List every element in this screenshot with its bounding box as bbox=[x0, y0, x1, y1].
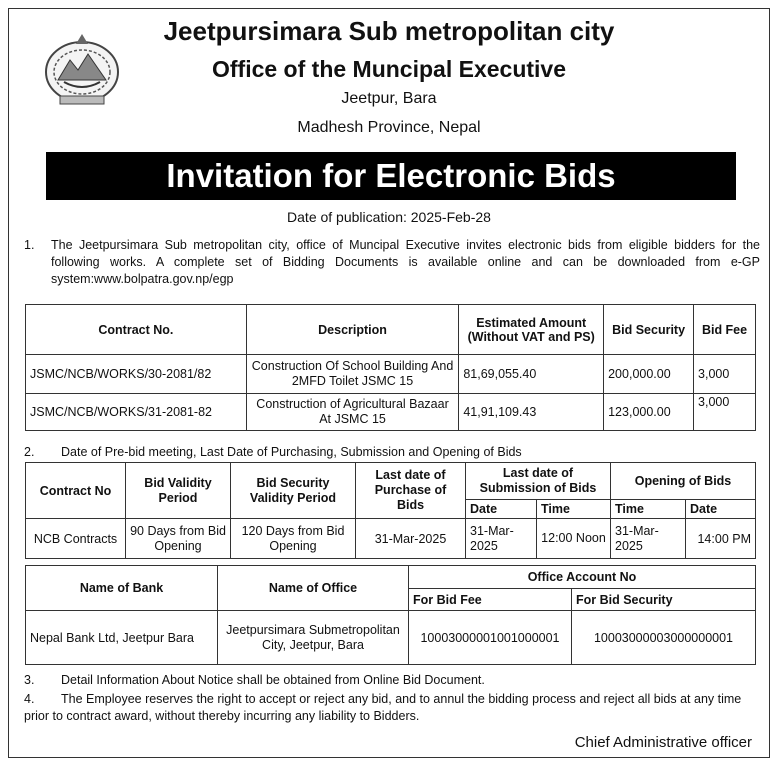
bid-security-cell: 200,000.00 bbox=[604, 355, 694, 394]
province-text: Madhesh Province, Nepal bbox=[297, 119, 481, 136]
office-title: Office of the Muncipal Executive bbox=[211, 56, 567, 82]
signature-title: Chief Administrative officer bbox=[574, 734, 752, 751]
validity-cell: 90 Days from Bid Opening bbox=[126, 519, 231, 559]
fee-account-cell: 10003000001001000001 bbox=[409, 611, 572, 665]
table-row bbox=[26, 355, 756, 394]
security-account-cell: 10003000003000000001 bbox=[572, 611, 756, 665]
office-cell: Jeetpursimara Submetropolitan City, Jeetpur, Bara bbox=[218, 611, 409, 665]
amount-cell: 41,91,109.43 bbox=[459, 394, 604, 431]
table-row bbox=[26, 394, 756, 431]
item-number: 1. bbox=[24, 238, 35, 252]
item-4 bbox=[24, 691, 760, 725]
sub-date-header: Date bbox=[466, 500, 537, 519]
open-date-header: Date bbox=[686, 500, 756, 519]
item-3 bbox=[24, 672, 760, 689]
contract-no-cell: JSMC/NCB/WORKS/30-2081/82 bbox=[26, 355, 247, 394]
col-header: Contract No. bbox=[26, 305, 247, 355]
item-number: 4. bbox=[24, 692, 35, 706]
contracts-table bbox=[25, 304, 756, 431]
contract-header: Contract No bbox=[26, 463, 126, 519]
amount-cell: 81,69,055.40 bbox=[459, 355, 604, 394]
security-validity-header: Bid Security Validity Period bbox=[231, 463, 356, 519]
municipality-title: Jeetpursimara Sub metropolitan city bbox=[163, 16, 615, 46]
submission-header: Last date of Submission of Bids bbox=[466, 463, 611, 500]
item-number: 2. bbox=[24, 445, 35, 459]
notice-banner: Invitation for Electronic Bids bbox=[46, 152, 736, 200]
purchase-cell: 31-Mar-2025 bbox=[356, 519, 466, 559]
bank-table bbox=[25, 565, 756, 665]
bid-fee-cell: 3,000 bbox=[694, 394, 756, 431]
bid-fee-cell: 3,000 bbox=[694, 355, 756, 394]
opening-header: Opening of Bids bbox=[611, 463, 756, 500]
bank-cell: Nepal Bank Ltd, Jeetpur Bara bbox=[26, 611, 218, 665]
contract-no-cell: JSMC/NCB/WORKS/31-2081-82 bbox=[26, 394, 247, 431]
account-header: Office Account No bbox=[409, 566, 756, 589]
item-2 bbox=[24, 444, 760, 461]
item-text: Date of Pre-bid meeting, Last Date of Purchasing, Submission and Opening of Bids bbox=[61, 445, 522, 459]
open-date-cell: 14:00 PM bbox=[686, 519, 756, 559]
item-text: The Jeetpursimara Sub metropolitan city, office of Muncipal Executive invites electronic bids from eligible bidders for the following works. A complete set of Bidding Documents is available online and can be downloaded from e-GP system:www.bolpatra.gov.np/egp bbox=[51, 238, 760, 286]
description-cell: Construction Of School Building And 2MFD Toilet JSMC 15 bbox=[246, 355, 459, 394]
office-header: Name of Office bbox=[218, 566, 409, 611]
sub-date-cell: 31-Mar-2025 bbox=[466, 519, 537, 559]
validity-header: Bid Validity Period bbox=[126, 463, 231, 519]
item-number: 3. bbox=[24, 673, 35, 687]
security-account-header: For Bid Security bbox=[572, 589, 756, 611]
security-validity-cell: 120 Days from Bid Opening bbox=[231, 519, 356, 559]
col-header: Description bbox=[246, 305, 459, 355]
table-row bbox=[26, 611, 756, 665]
fee-account-header: For Bid Fee bbox=[409, 589, 572, 611]
sub-time-header: Time bbox=[537, 500, 611, 519]
col-header: Bid Security bbox=[604, 305, 694, 355]
table-row bbox=[26, 519, 756, 559]
item-text: Detail Information About Notice shall be obtained from Online Bid Document. bbox=[61, 673, 485, 687]
sub-time-cell: 12:00 Noon bbox=[537, 519, 611, 559]
item-1 bbox=[24, 237, 760, 288]
col-header: Estimated Amount (Without VAT and PS) bbox=[459, 305, 604, 355]
purchase-header: Last date of Purchase of Bids bbox=[356, 463, 466, 519]
location-text: Jeetpur, Bara bbox=[341, 90, 437, 107]
bank-header: Name of Bank bbox=[26, 566, 218, 611]
publication-date: Date of publication: 2025-Feb-28 bbox=[287, 209, 491, 225]
bid-security-cell: 123,000.00 bbox=[604, 394, 694, 431]
open-time-header: Time bbox=[611, 500, 686, 519]
dates-table bbox=[25, 462, 756, 559]
item-text: The Employee reserves the right to accept or reject any bid, and to annul the bidding process and reject all bids at any time prior to contract award, without thereby incurring any liability to Bidders. bbox=[24, 692, 742, 723]
col-header: Bid Fee bbox=[694, 305, 756, 355]
description-cell: Construction of Agricultural Bazaar At JSMC 15 bbox=[246, 394, 459, 431]
open-time-cell: 31-Mar-2025 bbox=[611, 519, 686, 559]
contract-cell: NCB Contracts bbox=[26, 519, 126, 559]
